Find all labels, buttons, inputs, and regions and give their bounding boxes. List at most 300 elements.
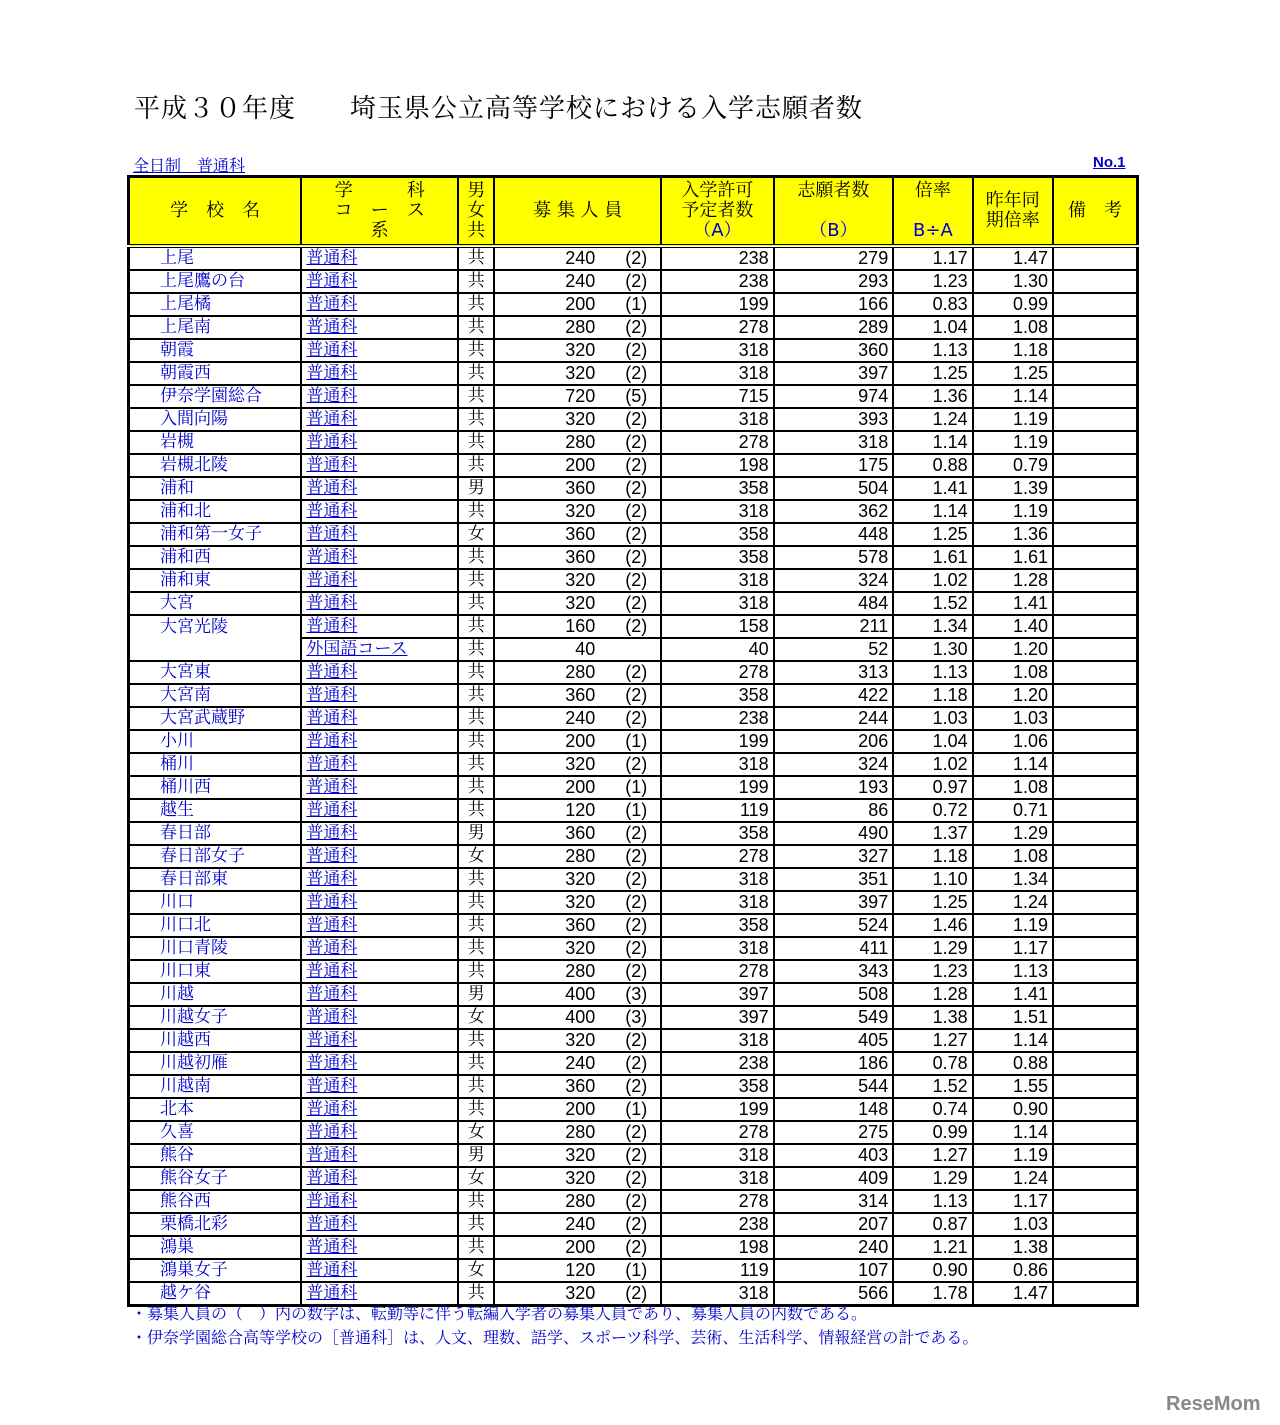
ratio-cell: 1.14 [893,431,972,454]
table-row [129,500,1138,523]
applicants-cell: 484 [774,592,894,615]
table-row [129,477,1138,500]
admit-cell: 278 [661,431,774,454]
applicants-cell: 314 [774,1190,894,1213]
course-cell: 普通科 [301,1098,458,1121]
ratio-cell: 1.52 [893,1075,972,1098]
admit-cell: 199 [661,293,774,316]
table-row [129,822,1138,845]
school-name-cell: 浦和東 [129,569,302,592]
prev-ratio-cell: 1.08 [973,661,1053,684]
table-row [129,661,1138,684]
prev-ratio-cell: 1.28 [973,569,1053,592]
quota-cell [494,937,661,960]
prev-ratio-cell: 1.55 [973,1075,1053,1098]
transfer-quota-value: (2) [625,409,648,429]
sex-cell: 共 [458,1052,494,1075]
quota-cell [494,960,661,983]
sex-cell: 女 [458,523,494,546]
transfer-quota-value: (2) [625,1053,648,1073]
quota-cell [494,1006,661,1029]
quota-cell [494,1167,661,1190]
school-name-cell: 大宮 [129,592,302,615]
header-applicants: 志願者数 （B） [774,177,894,247]
course-cell: 普通科 [301,293,458,316]
quota-value: 400 [565,984,596,1004]
quota-value: 320 [565,340,596,360]
admit-cell: 318 [661,592,774,615]
applicants-cell: 207 [774,1213,894,1236]
sex-cell: 女 [458,1259,494,1282]
quota-cell [494,868,661,891]
quota-value: 360 [565,524,596,544]
ratio-cell: 1.13 [893,339,972,362]
table-row [129,1098,1138,1121]
table-row [129,707,1138,730]
admit-cell: 278 [661,845,774,868]
table-row [129,1190,1138,1213]
course-cell: 普通科 [301,868,458,891]
remarks-cell [1053,1236,1138,1259]
prev-ratio-cell: 1.08 [973,316,1053,339]
header-admit: 入学許可 予定者数 （A） [661,177,774,247]
applicants-cell: 289 [774,316,894,339]
quota-cell [494,270,661,293]
school-name-cell: 川越女子 [129,1006,302,1029]
table-row [129,845,1138,868]
admit-cell: 358 [661,477,774,500]
quota-cell [494,661,661,684]
transfer-quota-value: (2) [625,340,648,360]
remarks-cell [1053,983,1138,1006]
course-cell: 普通科 [301,799,458,822]
transfer-quota-value: (2) [625,869,648,889]
ratio-cell: 1.17 [893,246,972,270]
school-name-cell: 春日部東 [129,868,302,891]
quota-value: 320 [565,409,596,429]
sex-cell: 共 [458,1098,494,1121]
quota-value: 120 [565,800,596,820]
transfer-quota-value: (2) [625,524,648,544]
remarks-cell [1053,246,1138,270]
transfer-quota-value: (2) [625,501,648,521]
table-row [129,1144,1138,1167]
course-cell: 普通科 [301,707,458,730]
transfer-quota-value: (2) [625,1030,648,1050]
quota-cell [494,246,661,270]
prev-ratio-cell: 1.08 [973,845,1053,868]
course-cell: 外国語コース [301,638,458,661]
course-cell: 普通科 [301,1190,458,1213]
admit-cell: 358 [661,684,774,707]
applicants-cell: 974 [774,385,894,408]
ratio-cell: 0.83 [893,293,972,316]
quota-cell [494,523,661,546]
applicants-cell: 86 [774,799,894,822]
sex-cell: 共 [458,431,494,454]
ratio-cell: 1.23 [893,270,972,293]
prev-ratio-cell: 1.47 [973,1282,1053,1306]
remarks-cell [1053,592,1138,615]
transfer-quota-value: (1) [625,731,648,751]
remarks-cell [1053,293,1138,316]
quota-value: 320 [565,501,596,521]
admit-cell: 158 [661,615,774,638]
prev-ratio-cell: 0.88 [973,1052,1053,1075]
remarks-cell [1053,1282,1138,1306]
quota-cell [494,684,661,707]
quota-value: 320 [565,363,596,383]
prev-ratio-cell: 1.19 [973,500,1053,523]
admit-cell: 318 [661,569,774,592]
transfer-quota-value: (2) [625,1191,648,1211]
admit-cell: 318 [661,753,774,776]
quota-cell [494,707,661,730]
footnotes [131,1302,978,1350]
prev-ratio-cell: 0.79 [973,454,1053,477]
table-row [129,385,1138,408]
school-name-cell: 大宮南 [129,684,302,707]
quota-cell [494,339,661,362]
table-header-row [129,177,1138,247]
prev-ratio-cell: 1.36 [973,523,1053,546]
table-row [129,1167,1138,1190]
remarks-cell [1053,799,1138,822]
school-name-cell: 桶川西 [129,776,302,799]
ratio-cell: 1.03 [893,707,972,730]
admit-cell: 198 [661,1236,774,1259]
sex-cell: 共 [458,937,494,960]
sex-cell: 共 [458,615,494,638]
quota-cell [494,1213,661,1236]
school-name-cell: 大宮東 [129,661,302,684]
prev-ratio-cell: 1.17 [973,937,1053,960]
sex-cell: 共 [458,546,494,569]
ratio-cell: 1.18 [893,684,972,707]
table-row [129,799,1138,822]
prev-ratio-cell: 1.19 [973,914,1053,937]
school-name-cell: 伊奈学園総合 [129,385,302,408]
transfer-quota-value: (2) [625,892,648,912]
remarks-cell [1053,1029,1138,1052]
ratio-cell: 1.21 [893,1236,972,1259]
sex-cell: 共 [458,569,494,592]
transfer-quota-value: (2) [625,363,648,383]
admit-cell: 238 [661,246,774,270]
school-name-cell: 鴻巣女子 [129,1259,302,1282]
prev-ratio-cell: 1.14 [973,753,1053,776]
sex-cell: 共 [458,799,494,822]
quota-cell [494,1029,661,1052]
transfer-quota-value: (2) [625,685,648,705]
sex-cell: 女 [458,1121,494,1144]
admit-cell: 358 [661,914,774,937]
applicants-cell: 211 [774,615,894,638]
applicants-cell: 490 [774,822,894,845]
transfer-quota-value: (2) [625,317,648,337]
school-name-cell: 浦和西 [129,546,302,569]
remarks-cell [1053,1259,1138,1282]
course-cell: 普通科 [301,937,458,960]
applicants-cell: 362 [774,500,894,523]
school-name-cell: 上尾鷹の台 [129,270,302,293]
sex-cell: 共 [458,914,494,937]
applicants-cell: 549 [774,1006,894,1029]
school-name-cell: 朝霞 [129,339,302,362]
transfer-quota-value: (2) [625,823,648,843]
remarks-cell [1053,753,1138,776]
applicants-cell: 544 [774,1075,894,1098]
school-name-cell: 上尾 [129,246,302,270]
course-cell: 普通科 [301,891,458,914]
course-cell: 普通科 [301,592,458,615]
applicants-cell: 175 [774,454,894,477]
remarks-cell [1053,385,1138,408]
applicants-cell: 524 [774,914,894,937]
sex-cell: 共 [458,293,494,316]
ratio-cell: 1.10 [893,868,972,891]
admit-cell: 358 [661,822,774,845]
sex-cell: 共 [458,592,494,615]
school-name-cell: 朝霞西 [129,362,302,385]
remarks-cell [1053,1052,1138,1075]
ratio-cell: 1.29 [893,1167,972,1190]
course-cell: 普通科 [301,1006,458,1029]
transfer-quota-value: (2) [625,593,648,613]
course-cell: 普通科 [301,615,458,638]
quota-cell [494,1098,661,1121]
school-name-cell: 上尾橘 [129,293,302,316]
sex-cell: 共 [458,362,494,385]
course-cell: 普通科 [301,339,458,362]
course-cell: 普通科 [301,454,458,477]
table-row [129,569,1138,592]
quota-value: 720 [565,386,596,406]
quota-cell [494,1075,661,1098]
ratio-cell: 1.25 [893,523,972,546]
school-name-cell: 桶川 [129,753,302,776]
quota-cell [494,914,661,937]
remarks-cell [1053,937,1138,960]
prev-ratio-cell: 0.90 [973,1098,1053,1121]
admit-cell: 318 [661,500,774,523]
transfer-quota-value: (2) [625,455,648,475]
ratio-cell: 1.30 [893,638,972,661]
remarks-cell [1053,270,1138,293]
applicants-cell: 193 [774,776,894,799]
quota-value: 280 [565,1191,596,1211]
remarks-cell [1053,822,1138,845]
quota-value: 240 [565,271,596,291]
document-title: 平成３０年度 埼玉県公立高等学校における入学志願者数 [134,94,864,124]
table-row [129,1075,1138,1098]
school-name-cell: 春日部女子 [129,845,302,868]
transfer-quota-value: (2) [625,708,648,728]
ratio-cell: 1.36 [893,385,972,408]
quota-value: 280 [565,1122,596,1142]
remarks-cell [1053,546,1138,569]
transfer-quota-value: (1) [625,777,648,797]
transfer-quota-value: (2) [625,1122,648,1142]
admit-cell: 318 [661,362,774,385]
quota-value: 200 [565,777,596,797]
transfer-quota-value: (5) [625,386,648,406]
sex-cell: 女 [458,845,494,868]
quota-value: 240 [565,248,596,268]
school-name-cell: 川口青陵 [129,937,302,960]
course-cell: 普通科 [301,1282,458,1306]
transfer-quota-value: (2) [625,1283,648,1303]
transfer-quota-value: (2) [625,846,648,866]
table-row [129,937,1138,960]
table-row [129,776,1138,799]
table-row [129,1006,1138,1029]
remarks-cell [1053,914,1138,937]
ratio-cell: 0.72 [893,799,972,822]
prev-ratio-cell: 1.24 [973,891,1053,914]
sex-cell: 共 [458,500,494,523]
table-row [129,270,1138,293]
prev-ratio-cell: 1.34 [973,868,1053,891]
school-name-cell: 川越西 [129,1029,302,1052]
course-cell: 普通科 [301,822,458,845]
sex-cell: 女 [458,1006,494,1029]
school-name-cell: 大宮武蔵野 [129,707,302,730]
transfer-quota-value: (2) [625,662,648,682]
applicants-cell: 318 [774,431,894,454]
ratio-cell: 1.14 [893,500,972,523]
quota-value: 360 [565,478,596,498]
ratio-cell: 0.78 [893,1052,972,1075]
admit-cell: 278 [661,960,774,983]
quota-value: 400 [565,1007,596,1027]
admit-cell: 318 [661,1144,774,1167]
quota-value: 40 [575,639,596,659]
quota-value: 280 [565,662,596,682]
school-name-cell: 浦和北 [129,500,302,523]
quota-cell [494,316,661,339]
table-row [129,891,1138,914]
sex-cell: 男 [458,983,494,1006]
applicants-cell: 279 [774,246,894,270]
school-name-cell: 川口 [129,891,302,914]
sex-cell: 共 [458,1213,494,1236]
quota-cell [494,1259,661,1282]
remarks-cell [1053,1167,1138,1190]
school-name-cell: 川越南 [129,1075,302,1098]
applicants-cell: 293 [774,270,894,293]
school-name-cell: 川越初雁 [129,1052,302,1075]
ratio-cell: 1.61 [893,546,972,569]
applicants-cell: 324 [774,753,894,776]
quota-value: 200 [565,1099,596,1119]
sex-cell: 共 [458,891,494,914]
quota-cell [494,569,661,592]
transfer-quota-value: (2) [625,1237,648,1257]
admit-cell: 358 [661,523,774,546]
prev-ratio-cell: 0.71 [973,799,1053,822]
course-cell: 普通科 [301,1144,458,1167]
transfer-quota-value: (2) [625,1168,648,1188]
remarks-cell [1053,362,1138,385]
quota-value: 280 [565,961,596,981]
admit-cell: 119 [661,1259,774,1282]
prev-ratio-cell: 1.13 [973,960,1053,983]
prev-ratio-cell: 1.19 [973,431,1053,454]
quota-cell [494,753,661,776]
admit-cell: 198 [661,454,774,477]
school-name-cell [129,638,302,661]
sex-cell: 共 [458,730,494,753]
course-cell: 普通科 [301,730,458,753]
transfer-quota-value: (1) [625,1260,648,1280]
quota-value: 200 [565,731,596,751]
sex-cell: 男 [458,1144,494,1167]
header-prev-ratio: 昨年同 期倍率 [973,177,1053,247]
table-row [129,914,1138,937]
table-row [129,362,1138,385]
remarks-cell [1053,661,1138,684]
prev-ratio-cell: 1.61 [973,546,1053,569]
applicants-cell: 313 [774,661,894,684]
applicants-cell: 166 [774,293,894,316]
applicants-cell: 351 [774,868,894,891]
table-row [129,1259,1138,1282]
quota-cell [494,408,661,431]
quota-cell [494,362,661,385]
quota-value: 360 [565,547,596,567]
ratio-cell: 0.97 [893,776,972,799]
quota-value: 200 [565,294,596,314]
ratio-cell: 1.27 [893,1029,972,1052]
quota-cell [494,776,661,799]
sex-cell: 共 [458,454,494,477]
quota-value: 360 [565,685,596,705]
quota-value: 360 [565,823,596,843]
sex-cell: 共 [458,684,494,707]
prev-ratio-cell: 1.24 [973,1167,1053,1190]
table-row [129,1029,1138,1052]
transfer-quota-value: (2) [625,432,648,452]
remarks-cell [1053,1075,1138,1098]
table-row [129,960,1138,983]
remarks-cell [1053,1144,1138,1167]
quota-cell [494,1121,661,1144]
sex-cell: 共 [458,776,494,799]
table-row [129,983,1138,1006]
course-cell: 普通科 [301,362,458,385]
quota-value: 160 [565,616,596,636]
ratio-cell: 1.04 [893,730,972,753]
applicants-cell: 244 [774,707,894,730]
transfer-quota-value: (2) [625,961,648,981]
course-cell: 普通科 [301,983,458,1006]
applicants-cell: 405 [774,1029,894,1052]
remarks-cell [1053,776,1138,799]
transfer-quota-value: (1) [625,800,648,820]
transfer-quota-value: (2) [625,271,648,291]
admit-cell: 318 [661,1029,774,1052]
ratio-cell: 1.27 [893,1144,972,1167]
sex-cell: 共 [458,246,494,270]
applicants-cell: 52 [774,638,894,661]
course-cell: 普通科 [301,1167,458,1190]
applicants-cell: 360 [774,339,894,362]
ratio-cell: 1.52 [893,592,972,615]
remarks-cell [1053,1121,1138,1144]
applicants-cell: 327 [774,845,894,868]
table-row [129,523,1138,546]
